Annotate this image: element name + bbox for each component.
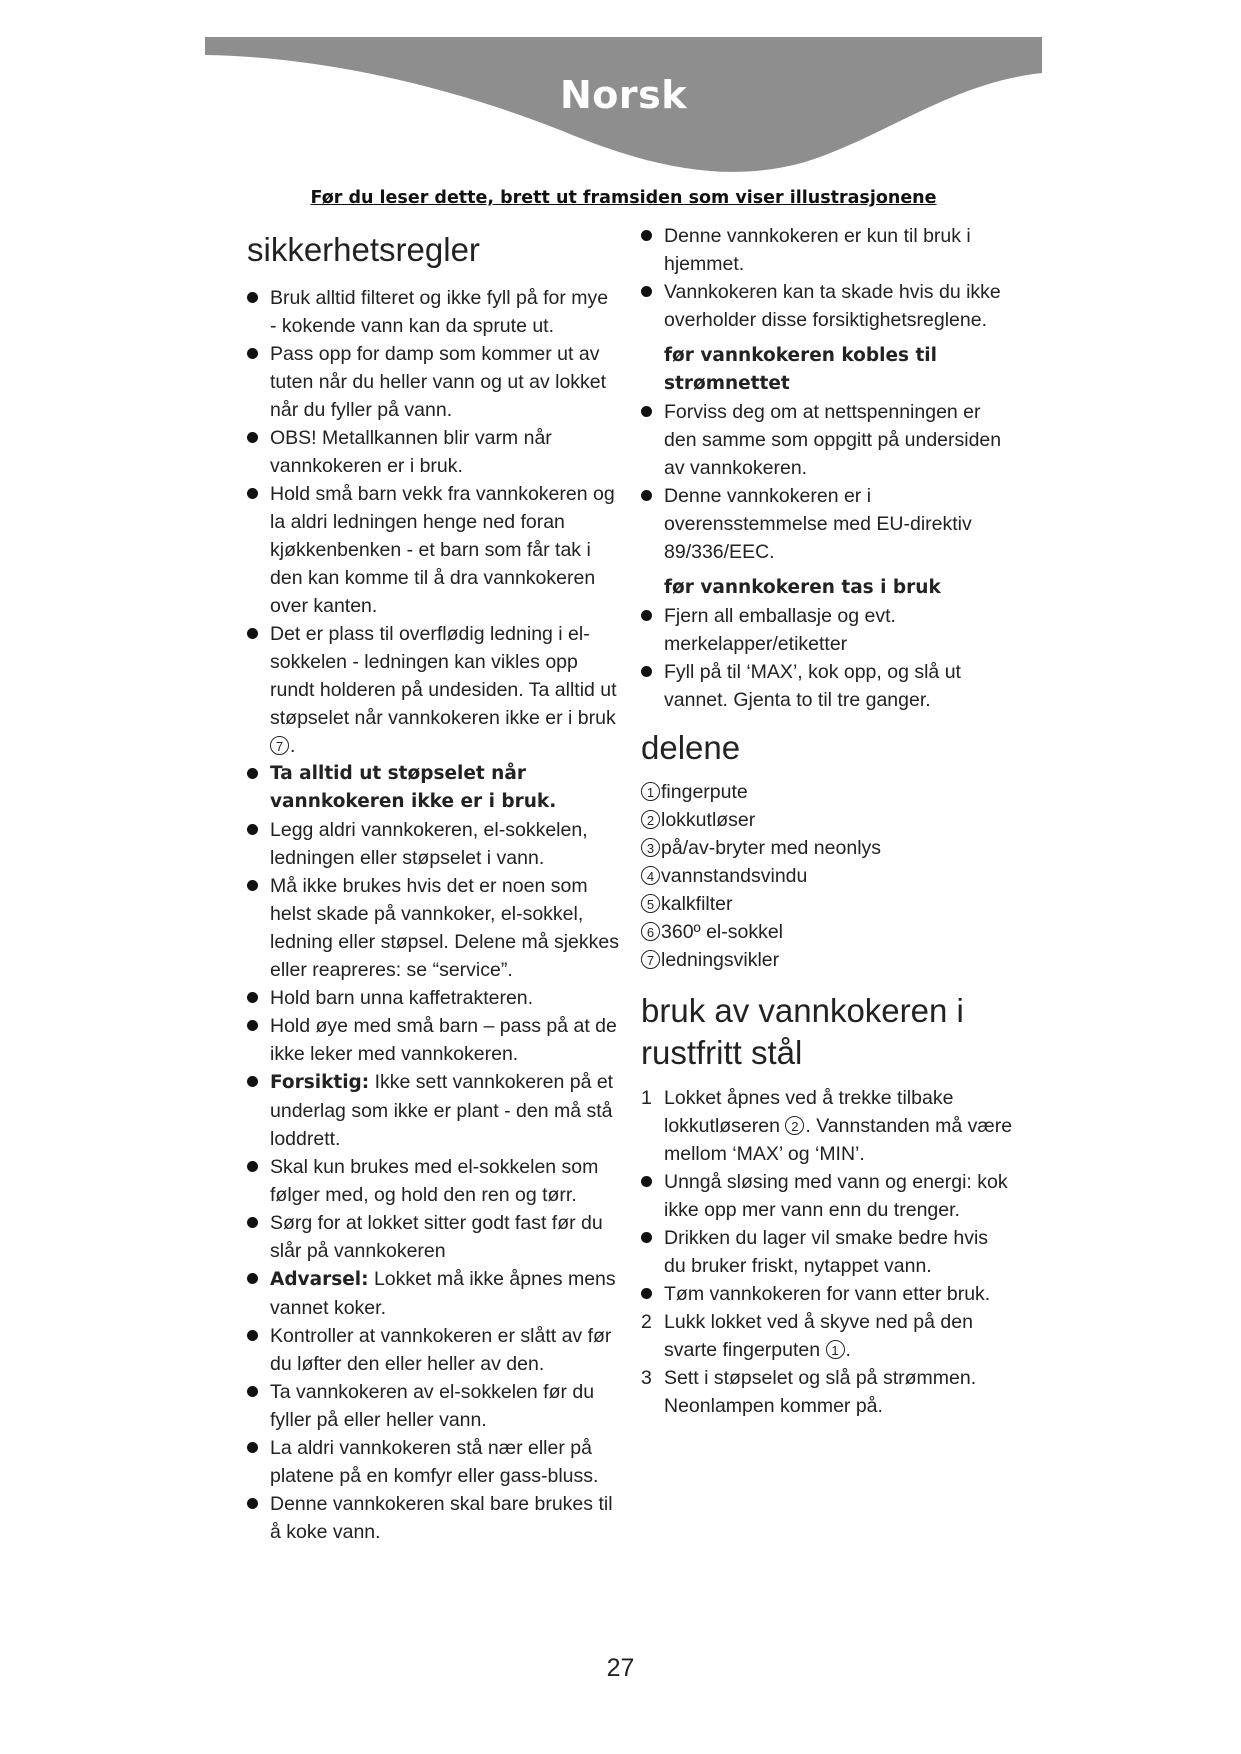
step-text-end: . Vannstanden må være mellom ‘MAX’ og ‘MIN’.: [664, 1115, 1013, 1165]
part-item: [641, 862, 1013, 890]
list-item: Det er plass til overflødig ledning i el-sokkelen - ledningen kan vikles opp rundt holderen på undesiden. Ta alltid ut støpselet når vannkokeren ikke er i bruk 7 .: [247, 620, 619, 760]
list-item: Må ikke brukes hvis det er noen som helst skade på vannkoker, el-sokkel, ledning eller støpsel. Delene må sjekkes eller reapreres: se “service”.: [247, 872, 619, 984]
list-item: Pass opp for damp som kommer ut av tuten når du heller vann og ut av lokket når du fyller på vann.: [247, 340, 619, 424]
step-number: 3: [641, 1367, 652, 1389]
part-item: [641, 834, 1013, 862]
list-item: Forviss deg om at nettspenningen er den samme som oppgitt på undersiden av vannkokeren.: [641, 398, 1013, 482]
list-item: Fyll på til ‘MAX’, kok opp, og slå ut vannet. Gjenta to til tre ganger.: [641, 658, 1013, 714]
part-number: 3: [641, 838, 660, 857]
list-item: Hold små barn vekk fra vannkokeren og la aldri ledningen henge ned foran kjøkkenbenken - et barn som får tak i den kan komme til å dra vannkokeren over kanten.: [247, 480, 619, 620]
safety-list: [247, 284, 619, 1546]
parts-title: delene: [641, 729, 741, 766]
part-label: fingerpute: [661, 781, 748, 803]
usage-title: bruk av vannkokeren i rustfritt stål: [641, 992, 964, 1071]
step-text: Sett i støpselet og slå på strømmen. Neonlampen kommer på.: [664, 1367, 977, 1417]
part-number: 2: [641, 810, 660, 829]
list-item: Sørg for at lokket sitter godt fast før du slår på vannkokeren: [247, 1209, 619, 1265]
part-ref-7: 7: [270, 736, 289, 755]
step-text-end: .: [845, 1339, 851, 1361]
part-item: [641, 778, 1013, 806]
step-text: Lokket åpnes ved å trekke tilbake lokkutløseren: [664, 1087, 954, 1137]
parts-list: [641, 778, 1013, 974]
part-item: [641, 890, 1013, 918]
list-item: Kontroller at vannkokeren er slått av før du løfter den eller heller av den.: [247, 1322, 619, 1378]
step-text: Lukk lokket ved å skyve ned på den svarte fingerputen: [664, 1311, 973, 1361]
part-ref-2: 2: [785, 1116, 804, 1135]
caution-label: Forsiktig:: [270, 1072, 370, 1093]
right-column: [641, 222, 1013, 1420]
left-column: [247, 222, 619, 1546]
list-item: Hold øye med små barn – pass på at de ikke leker med vannkokeren.: [247, 1012, 619, 1068]
before-connect-list: [641, 398, 1013, 566]
step-number: 1: [641, 1087, 652, 1109]
warning-label: Advarsel:: [270, 1269, 369, 1290]
list-item: Ta alltid ut støpselet når vannkokeren ikke er i bruk.: [247, 760, 619, 816]
part-item: [641, 946, 1013, 974]
part-item: [641, 806, 1013, 834]
list-item: [247, 1068, 619, 1153]
page-language-title: Norsk: [559, 73, 688, 117]
step-number: 2: [641, 1311, 652, 1333]
list-item: Tøm vannkokeren for vann etter bruk.: [641, 1280, 1013, 1308]
list-item: Denne vannkokeren skal bare brukes til å koke vann.: [247, 1490, 619, 1546]
page-number: 27: [606, 1654, 635, 1682]
step-2: [641, 1308, 1013, 1364]
safety-title: sikkerhetsregler: [247, 231, 480, 268]
list-item: Fjern all emballasje og evt. merkelapper/etiketter: [641, 602, 1013, 658]
part-label: 360º el-sokkel: [661, 921, 784, 943]
list-item: Drikken du lager vil smake bedre hvis du bruker friskt, nytappet vann.: [641, 1224, 1013, 1280]
list-item: Vannkokeren kan ta skade hvis du ikke overholder disse forsiktighetsreglene.: [641, 278, 1013, 334]
list-item: Skal kun brukes med el-sokkelen som følger med, og hold den ren og tørr.: [247, 1153, 619, 1209]
list-item: Ta vannkokeren av el-sokkelen før du fyller på eller heller vann.: [247, 1378, 619, 1434]
part-item: [641, 918, 1013, 946]
step-1: [641, 1084, 1013, 1168]
before-connect-heading: før vannkokeren kobles til strømnettet: [664, 345, 937, 394]
list-item: Denne vannkokeren er i overensstemmelse med EU-direktiv 89/336/EEC.: [641, 482, 1013, 566]
part-label: på/av-bryter med neonlys: [661, 837, 882, 859]
list-item: Bruk alltid filteret og ikke fyll på for mye - kokende vann kan da sprute ut.: [247, 284, 619, 340]
usage-steps: [641, 1084, 1013, 1420]
part-number: 5: [641, 894, 660, 913]
list-item-text: Ikke sett vannkokeren på et underlag som ikke er plant - den må stå loddrett.: [270, 1071, 614, 1150]
list-item: La aldri vannkokeren stå nær eller på platene på en komfyr eller gass-bluss.: [247, 1434, 619, 1490]
part-label: kalkfilter: [661, 893, 733, 915]
part-label: vannstandsvindu: [661, 865, 808, 887]
list-item-text: Det er plass til overflødig ledning i el-sokkelen - ledningen kan vikles opp rundt holderen på undesiden. Ta alltid ut støpselet når vannkokeren ikke er i bruk: [270, 623, 617, 729]
before-use-list: [641, 602, 1013, 714]
list-item: Hold barn unna kaffetrakteren.: [247, 984, 619, 1012]
part-number: 1: [641, 782, 660, 801]
part-label: ledningsvikler: [661, 949, 780, 971]
list-item: [247, 1265, 619, 1322]
list-item: Legg aldri vannkokeren, el-sokkelen, ledningen eller støpselet i vann.: [247, 816, 619, 872]
part-label: lokkutløser: [661, 809, 756, 831]
part-number: 6: [641, 922, 660, 941]
part-number: 4: [641, 866, 660, 885]
preface-note: Før du leser dette, brett ut framsiden som viser illustrasjonene: [310, 188, 937, 208]
part-number: 7: [641, 950, 660, 969]
before-use-heading: før vannkokeren tas i bruk: [664, 577, 941, 598]
list-item: Denne vannkokeren er kun til bruk i hjemmet.: [641, 222, 1013, 278]
part-ref-1: 1: [826, 1340, 845, 1359]
intro-list: [641, 222, 1013, 334]
list-item: Unngå sløsing med vann og energi: kok ikke opp mer vann enn du trenger.: [641, 1168, 1013, 1224]
step-3: [641, 1364, 1013, 1420]
list-item-text: Lokket må ikke åpnes mens vannet koker.: [270, 1268, 616, 1319]
list-item: OBS! Metallkannen blir varm når vannkokeren er i bruk.: [247, 424, 619, 480]
